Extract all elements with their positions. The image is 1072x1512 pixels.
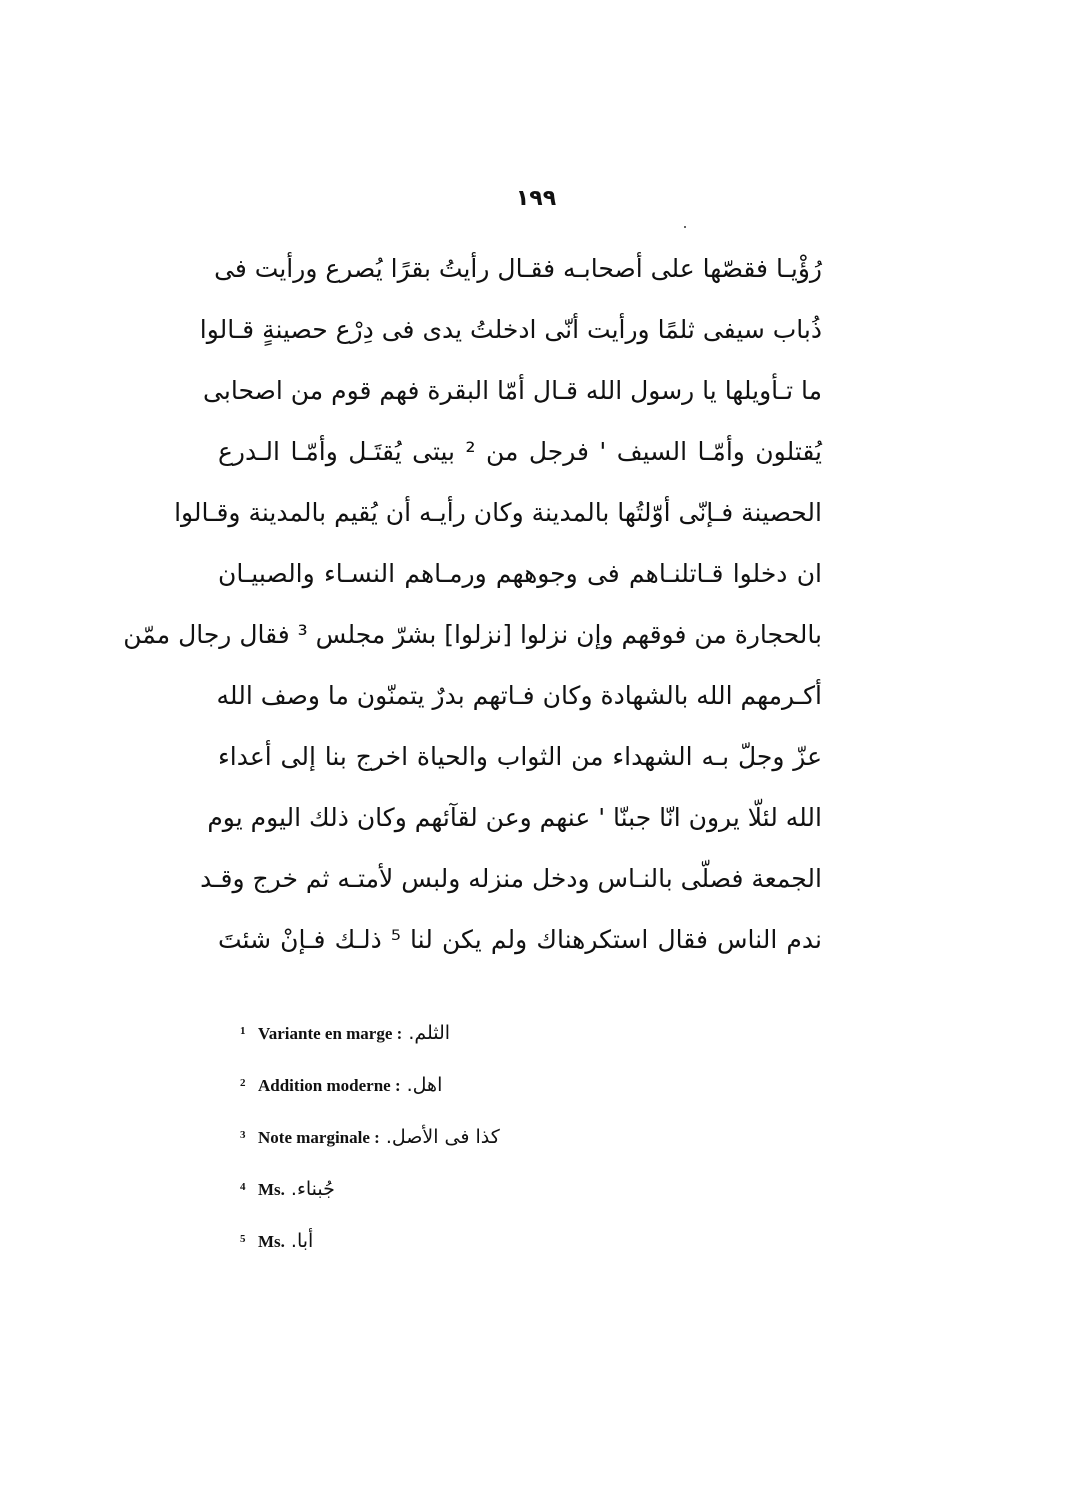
footnote-arabic: الثلم. (408, 1022, 451, 1044)
footnote (240, 1116, 800, 1168)
text-line: أكـرمهم الله بالشهادة وكان فـاتهم بدرٌ يتمنّون ما وصف الله (216, 681, 822, 710)
footnote-label: Ms. (258, 1180, 285, 1199)
text-line: يُقتلون وأمّـا السيف ' فرجل من ² بيتى يُقتَـل وأمّـا الـدرع (218, 437, 822, 466)
text-line: عزّ وجلّ بـه الشهداء من الثواب والحياة اخرج بنا إلى أعداء (218, 742, 822, 771)
footnote-marker: 3 (240, 1129, 246, 1141)
footnote-label: Variante en marge : (258, 1024, 403, 1043)
print-speck (684, 226, 686, 228)
footnote-marker: 5 (240, 1233, 246, 1245)
text-line: رُؤْيـا فقصّها على أصحابـه فقـال رأيتُ بقرًا يُصرع ورأيت فى (214, 254, 822, 283)
footnote-arabic: أبا. (290, 1230, 314, 1252)
page-number: ۱۹۹ (515, 186, 557, 211)
footnote-label: Ms. (258, 1232, 285, 1251)
text-line: ندم الناس فقال استكرهناك ولم يكن لنا ⁵ ذلـك فـإنْ شئتَ (218, 925, 822, 954)
footnote-label: Note marginale : (258, 1128, 380, 1147)
footnote (240, 1168, 800, 1220)
text-line: بالحجارة من فوقهم وإن نزلوا [نزلوا] بشرّ مجلس ³ فقال رجال ممّن (123, 620, 822, 649)
footnote (240, 1064, 800, 1116)
footnote-marker: 1 (240, 1025, 246, 1037)
arabic-body-text (123, 238, 822, 970)
footnote-arabic: جُبناء. (290, 1178, 335, 1200)
footnote-marker: 4 (240, 1181, 246, 1193)
footnote-arabic: اهل. (406, 1074, 443, 1096)
footnote-label: Addition moderne : (258, 1076, 401, 1095)
text-line: الله لئلّا يرون انّا جبنّا ' عنهم وعن لقآئهم وكان ذلك اليوم يوم (207, 803, 822, 832)
text-line: الحصينة فـإنّى أوّلتُها بالمدينة وكان رأيـه أن يُقيم بالمدينة وقـالوا (174, 498, 822, 527)
text-line: الجمعة فصلّى بالنـاس ودخل منزله ولبس لأمتـه ثم خرج وقـد (200, 864, 822, 893)
footnotes (240, 1012, 800, 1272)
footnote-arabic: كذا فى الأصل. (385, 1126, 500, 1148)
text-line: ما تـأويلها يا رسول الله قـال أمّا البقرة فهم قوم من اصحابى (203, 376, 822, 405)
footnote-marker: 2 (240, 1077, 246, 1089)
footnote (240, 1220, 800, 1272)
text-line: ذُباب سيفى ثلمًا ورأيت أنّى ادخلتُ يدى فى دِرْع حصينةٍ قـالوا (199, 315, 822, 344)
text-line: ان دخلوا قـاتلنـاهم فى وجوههم ورمـاهم النسـاء والصبيـان (218, 559, 822, 588)
footnote (240, 1012, 800, 1064)
